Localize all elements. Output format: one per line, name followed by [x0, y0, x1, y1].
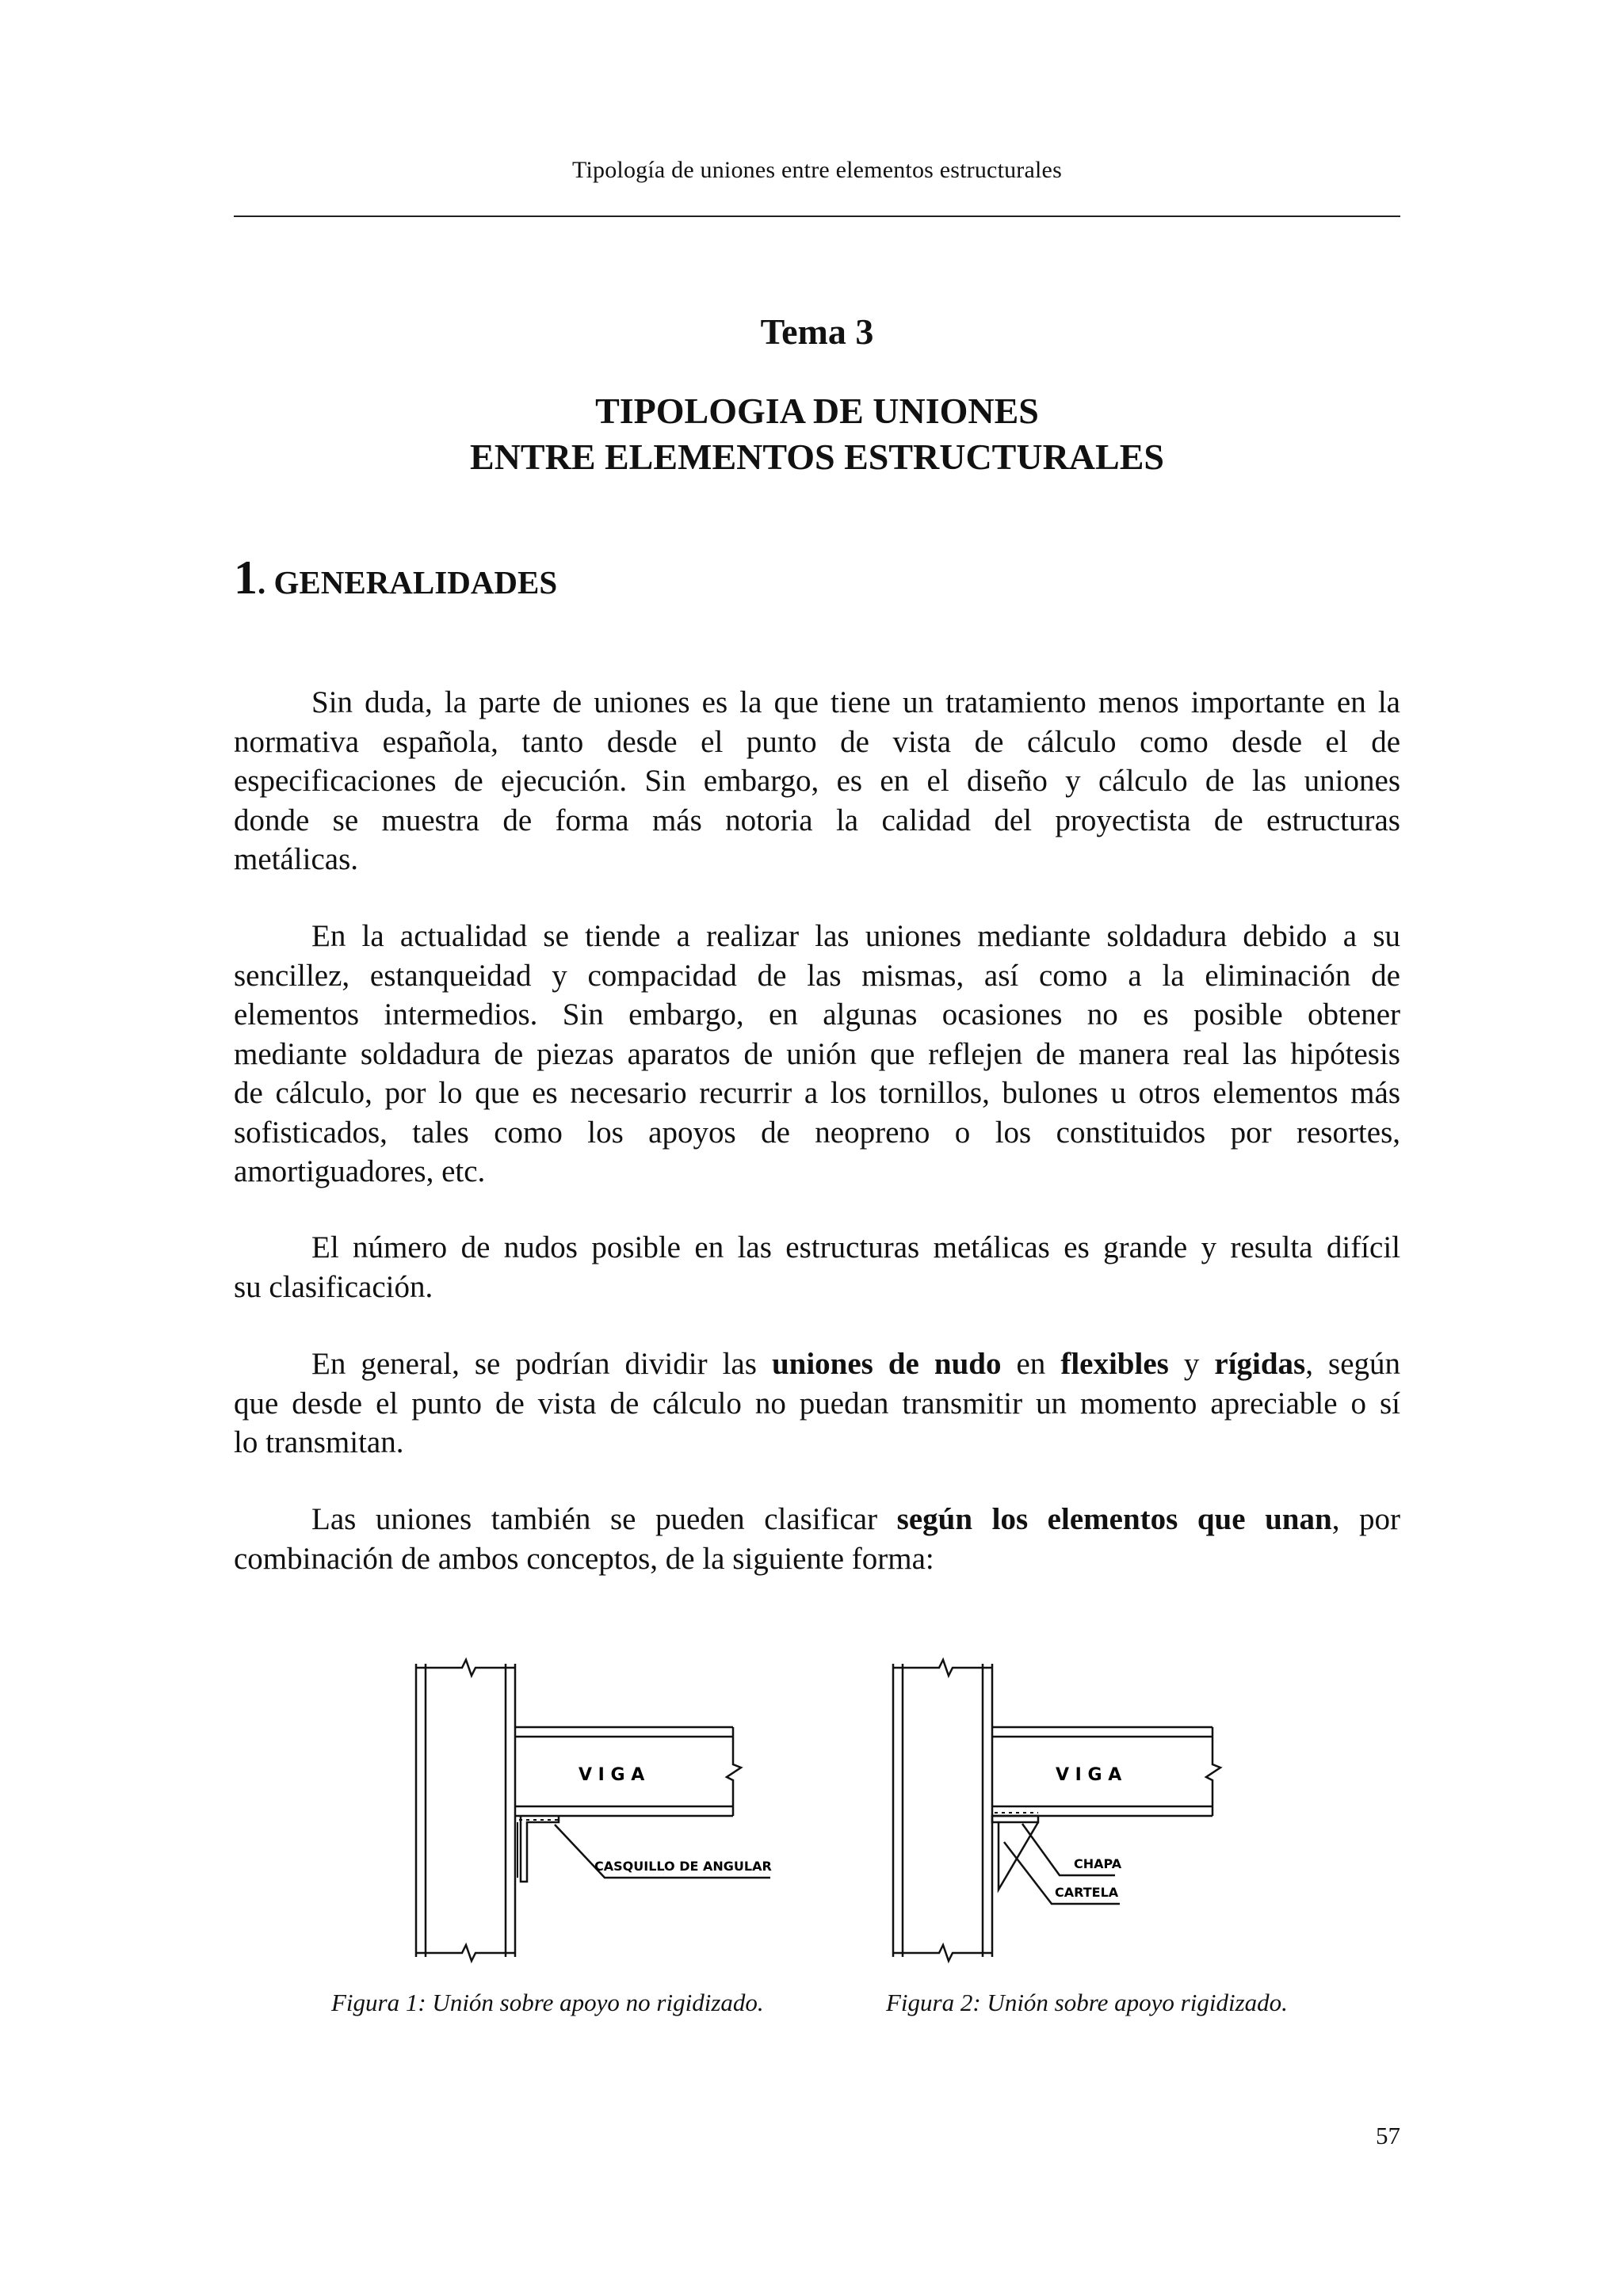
paragraph-3 [234, 1228, 1400, 1306]
paragraph-line: de cálculo, por lo que es necesario recurrir a los tornillos, bulones u otros elementos más [234, 1076, 1400, 1110]
chapter-title [234, 388, 1400, 480]
paragraph-line: especificaciones de ejecución. Sin embargo, es en el diseño y cálculo de las uniones [234, 764, 1400, 798]
figure-2-svg [876, 1652, 1288, 1969]
paragraph-line: El número de nudos posible en las estructuras metálicas es grande y resulta difícil [311, 1230, 1400, 1264]
running-header: Tipología de uniones entre elementos estructurales [572, 157, 1062, 183]
text-run: , según [1305, 1347, 1401, 1381]
paragraph-2 [234, 917, 1400, 1192]
emphasis-flexibles: flexibles [1060, 1347, 1169, 1381]
figure-2-beam-label: V I G A [1056, 1765, 1122, 1785]
figure-1-beam-label: V I G A [579, 1765, 645, 1785]
paragraph-line: mediante soldadura de piezas aparatos de unión que reflejen de manera real las hipótesis [234, 1036, 1400, 1071]
paragraph-line: metálicas. [234, 842, 359, 876]
paragraph-line: En la actualidad se tiende a realizar las uniones mediante soldadura debido a su [311, 919, 1400, 953]
paragraph-line [234, 1344, 1400, 1384]
paragraph-line: sencillez, estanqueidad y compacidad de las mismas, así como a la eliminación de [234, 958, 1400, 993]
text-run: Las uniones también se pueden clasificar [311, 1502, 897, 1536]
paragraph-line: normativa española, tanto desde el punto de vista de cálculo como desde el de [234, 724, 1400, 759]
chapter-title-line-2: ENTRE ELEMENTOS ESTRUCTURALES [470, 437, 1164, 477]
paragraph-line: Sin duda, la parte de uniones es la que tiene un tratamiento menos importante en la [311, 685, 1400, 719]
page-number: 57 [1376, 2122, 1400, 2149]
paragraph-4 [234, 1344, 1400, 1463]
section-number: 1 [234, 551, 258, 604]
emphasis-segun-elementos: según los elementos que unan [896, 1502, 1332, 1536]
emphasis-rigidas: rígidas [1214, 1347, 1306, 1381]
paragraph-line: sofisticados, tales como los apoyos de neopreno o los constituidos por resortes, [234, 1115, 1400, 1150]
section-heading [234, 551, 557, 605]
figure-1-caption: Figura 1: Unión sobre apoyo no rigidizado. [331, 1989, 764, 2016]
paragraph-line [234, 1500, 1400, 1539]
chapter-title-line-1: TIPOLOGIA DE UNIONES [595, 391, 1039, 431]
paragraph-line: lo transmitan. [234, 1425, 404, 1459]
text-run: En general, se podrían dividir las [311, 1347, 772, 1381]
text-run: , por [1331, 1502, 1400, 1536]
section-title: . GENERALIDADES [258, 564, 558, 601]
figure-1-svg [400, 1652, 812, 1969]
paragraph-line: su clasificación. [234, 1269, 433, 1304]
figure-1-callout-casquillo: CASQUILLO DE ANGULAR [594, 1859, 772, 1874]
paragraph-line: elementos intermedios. Sin embargo, en algunas ocasiones no es posible obtener [234, 997, 1400, 1032]
paragraph-line: amortiguadores, etc. [234, 1154, 486, 1188]
paragraph-5 [234, 1500, 1400, 1578]
figure-1-diagram [400, 1652, 812, 1969]
paragraph-line: que desde el punto de vista de cálculo no puedan transmitir un momento apreciable o sí [234, 1386, 1400, 1421]
text-run: en [1001, 1347, 1061, 1381]
figure-2-caption: Figura 2: Unión sobre apoyo rigidizado. [886, 1989, 1288, 2016]
header-rule [234, 215, 1400, 217]
paragraph-line: donde se muestra de forma más notoria la calidad del proyectista de estructuras [234, 803, 1400, 837]
text-run: y [1168, 1347, 1215, 1381]
figure-2-callout-chapa: CHAPA [1074, 1856, 1122, 1871]
paragraph-1 [234, 683, 1400, 879]
figure-2-callout-cartela: CARTELA [1055, 1885, 1119, 1900]
chapter-label: Tema 3 [760, 311, 874, 352]
emphasis-uniones-de-nudo: uniones de nudo [771, 1347, 1002, 1381]
paragraph-line: combinación de ambos conceptos, de la siguiente forma: [234, 1541, 934, 1576]
figure-2-diagram [876, 1652, 1288, 1969]
